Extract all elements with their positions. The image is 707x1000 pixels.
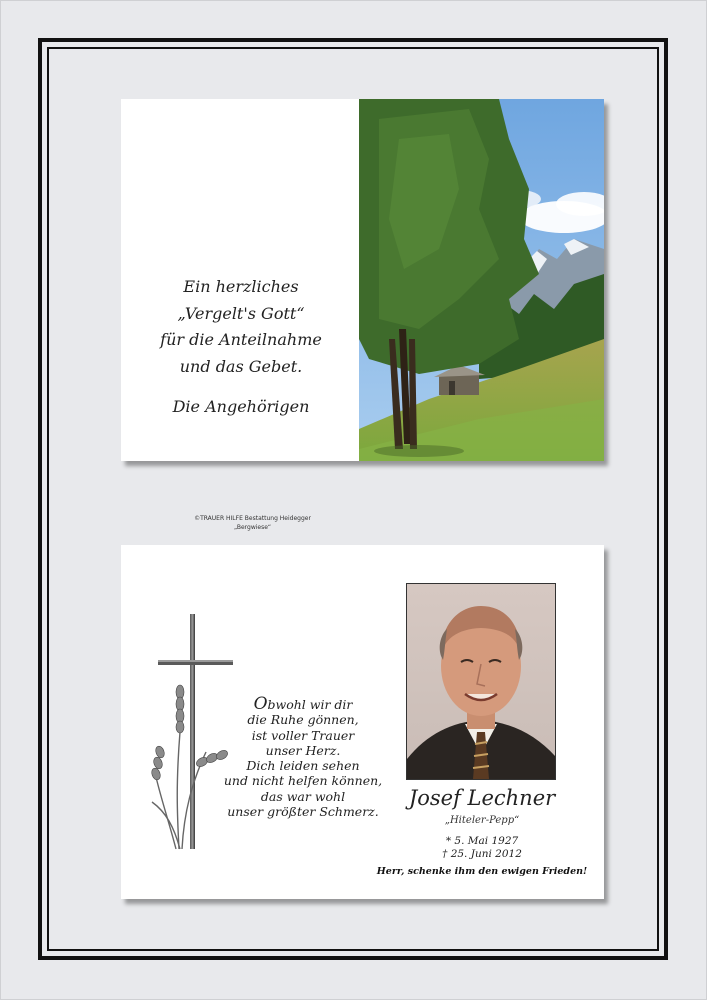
poem-line: das war wohl <box>260 788 346 804</box>
life-dates <box>371 835 593 861</box>
poem-line: die Ruhe gönnen, <box>247 712 359 728</box>
portrait-photo <box>406 583 556 780</box>
death-date: † 25. Juni 2012 <box>442 848 522 860</box>
memorial-card <box>121 545 604 899</box>
credit-text <box>121 514 384 532</box>
landscape-photo <box>359 99 604 461</box>
thanks-message <box>121 274 361 380</box>
credit-line: „Bergwiese“ <box>233 524 272 531</box>
poem-initial: O <box>253 694 268 714</box>
thanks-line: und das Gebet. <box>179 356 303 376</box>
family-signature: Die Angehörigen <box>172 397 310 416</box>
thanks-line: Ein herzliches <box>183 277 299 296</box>
credit-line: ©TRAUER HILFE Bestattung Heidegger <box>194 515 311 522</box>
poem-line <box>203 694 403 714</box>
poem-line: und nicht helfen können, <box>223 773 383 789</box>
poem-first-rest: bwohl wir dir <box>267 697 353 712</box>
thanks-line: „Vergelt's Gott“ <box>177 303 305 323</box>
birth-date: * 5. Mai 1927 <box>445 835 519 847</box>
poem-line: ist voller Trauer <box>251 727 355 743</box>
thank-you-card <box>121 99 604 531</box>
poem-line: unser Herz. <box>265 742 341 758</box>
deceased-nickname: „Hiteler-Pepp“ <box>444 815 520 826</box>
poem-line: unser größter Schmerz. <box>227 804 379 820</box>
poem-line: Dich leiden sehen <box>246 758 360 774</box>
portrait-image <box>407 584 555 779</box>
thanks-line: für die Anteilnahme <box>160 330 322 349</box>
farewell-prayer: Herr, schenke ihm den ewigen Frieden! <box>376 866 588 877</box>
deceased-name: Josef Lechner <box>408 786 556 810</box>
